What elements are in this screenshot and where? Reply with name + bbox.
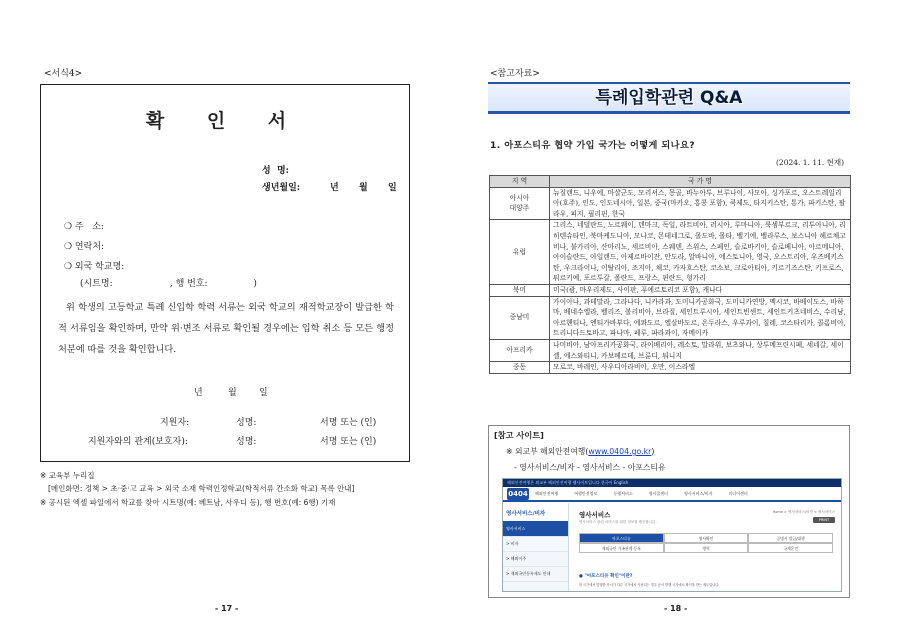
service-button-driving[interactable]: 국제운전 <box>748 543 833 553</box>
applicant-sign-label: 서명 또는 (인) <box>320 418 377 428</box>
service-button-family-registry[interactable]: 재외국민 가족관계 등록 <box>579 543 664 553</box>
guardian-name-label: 성명: <box>236 437 257 447</box>
sidebar-item-consular[interactable]: 영사서비스 <box>503 522 568 537</box>
nav-item[interactable]: 미디어센터 <box>728 490 748 496</box>
table-row <box>490 296 851 339</box>
service-button-apostille[interactable]: 아포스티유 <box>579 533 664 543</box>
countries-cell: 뉴질랜드, 니우에, 마샬군도, 모리셔스, 몽골, 바누아투, 브루나이, 사모아, 싱가포르, 오스트레일리아(호주), 인도, 인도네시아, 일본, 중국(마카오, 홍콩 포함), 쿡제도, 타지키스탄, 통가, 파키스탄, 팔라우, 피지, 필리핀, 한국 <box>550 187 851 220</box>
header-region: 지 역 <box>490 176 550 188</box>
question-title: 1. 아포스티유 협약 가입 국가는 어떻게 되나요? <box>490 140 695 151</box>
qa-banner <box>488 82 850 114</box>
nav-item[interactable]: 해외안전여행 <box>535 490 559 496</box>
table-row <box>490 187 851 220</box>
birth-month-unit: 월 <box>359 183 368 193</box>
website-main <box>573 503 841 592</box>
date-year-unit: 년 <box>194 388 203 398</box>
page-number-left: - 17 - <box>215 604 239 613</box>
countries-cell: 나미비아, 남아프리카공화국, 라이베리아, 레소토, 말라위, 보츠와나, 상투메프린시페, 세네갈, 세이셸, 에스와티니, 카보베르데, 브룬디, 튀니지 <box>550 339 851 361</box>
note-ministry-path: [메인화면: 정책 > 초·중·고 교육 > 외국 소재 학력인정학교(학적서류 간소화 학교) 목록 안내] <box>48 484 355 493</box>
applicant-name-label: 성명: <box>236 418 257 428</box>
sidebar-item-registration[interactable]: > 재외국민등록제도 안내 <box>503 567 568 582</box>
page-number-right: - 18 - <box>664 604 688 613</box>
service-button-consular-confirm[interactable]: 영사확인 <box>664 533 749 543</box>
website-top-bar: 해외안전여행은 외교부 해외안전여행 웹사이트입니다 한국어 English <box>503 479 841 487</box>
main-title: 영사서비스 <box>579 511 611 519</box>
birth-day-unit: 일 <box>388 183 397 193</box>
as-of-date: (2024. 1. 11. 현재) <box>776 158 845 167</box>
applicant-label: 지원자: <box>160 418 190 428</box>
note-sheet-instruction: ※ 공시된 엑셀 파일에서 학교를 찾아 시트명(예: 베트남, 사우디 등), 행 번호(예: 6행) 기재 <box>40 498 336 507</box>
breadcrumb: Home > 영사서비스/비자 > 영사서비스 <box>772 510 835 514</box>
region-cell: 중동 <box>490 362 550 374</box>
nav-item[interactable]: 동행서비스 <box>613 490 633 496</box>
birth-year-unit: 년 <box>330 183 339 193</box>
qa-banner-title: 특례입학관련 Q&A <box>595 88 743 108</box>
nav-item[interactable]: 여행안전정보 <box>574 490 598 496</box>
reference-site-line <box>506 446 654 457</box>
nav-item[interactable]: 영사서비스/비자 <box>684 490 713 496</box>
region-cell: 아시아 대양주 <box>490 187 550 220</box>
apostille-countries-table <box>489 175 851 374</box>
print-button[interactable]: PRINT <box>813 517 835 523</box>
pledge-text: 위 학생의 고등학교 특례 신입학 학력 서류는 외국 학교의 재적학교장이 발급한 학적 서류임을 확인하며, 만약 위·변조 서류로 확인될 경우에는 입학 취소 등 모든 행정처분에 따를 것을 확인합니다. <box>58 302 394 355</box>
date-month-unit: 월 <box>228 388 237 398</box>
service-button-grid <box>579 533 833 553</box>
note-ministry: ※ 교육부 누리집 <box>40 471 95 480</box>
reference-site-title: [참고 사이트] <box>494 430 544 440</box>
sheet-row-line: (시트명: , 행 번호: ) <box>80 279 257 289</box>
address-label: ❍ 주 소: <box>64 222 104 232</box>
nav-item[interactable]: 영사콜센터 <box>648 490 669 496</box>
service-button-certificate[interactable]: 증명서 발급/대행 <box>748 533 833 543</box>
form-title: 확 인 서 <box>145 110 305 132</box>
apostille-info-link[interactable]: ● "아포스티유 확인"이란? <box>579 574 633 579</box>
service-button-military[interactable]: 병역 <box>664 543 749 553</box>
main-subtitle: 영사서비스 관련 서비스를 위한 정보를 제공합니다. <box>579 520 657 524</box>
sidebar-title: 영사서비스/비자 <box>503 503 568 522</box>
confirmation-form-frame <box>40 84 410 462</box>
site-menu-path: - 영사서비스/비자 - 영사서비스 - 아포스티유 <box>514 463 666 472</box>
region-cell: 북미 <box>490 284 550 296</box>
reference-tag: <참고자료> <box>490 69 540 79</box>
countries-cell: 가이아나, 과테말라, 그라나다, 니카라과, 도미니카공화국, 도미니카연방, 멕시코, 바베이도스, 바하마, 베네수엘라, 벨리즈, 볼리비아, 브라질, 세인트루시아, 세인트빈센트, 세인트키츠네비스, 수리남, 아르헨티나, 앤티가바부다, 에콰도르, 엘살바도르, 온두라스, 우루과이, 칠레, 코스타리카, 콜롬비아, 트리니다드토바고, 파나마, 페루, 파라과이, 자메이카 <box>550 296 851 339</box>
region-cell: 아프리카 <box>490 339 550 361</box>
region-cell: 유럽 <box>490 220 550 285</box>
table-row <box>490 220 851 285</box>
date-day-unit: 일 <box>259 388 268 398</box>
table-header-row <box>490 176 851 188</box>
form-tag: <서식4> <box>44 69 83 79</box>
countries-cell: 그리스, 네덜란드, 노르웨이, 덴마크, 독일, 라트비아, 러시아, 루마니아, 룩셈부르크, 리투아니아, 리히텐슈타인, 북마케도니아, 모나코, 몬테네그로, 몰도바, 몰타, 벨기에, 벨라루스, 보스니아 헤르체고비나, 불가리아, 산마리노, 세르비아, 스웨덴, 스위스, 스페인, 슬로바키아, 슬로베니아, 아르메니아, 아이슬란드, 아일랜드, 아제르바이잔, 안도라, 알바니아, 에스토니아, 영국, 오스트리아, 우즈베키스탄, 우크라이나, 이탈리아, 조지아, 체코, 카자흐스탄, 코소보, 크로아티아, 키르기즈스탄, 키프로스, 튀르키예, 포르투갈, 폴란드, 프랑스, 핀란드, 헝가리 <box>550 220 851 285</box>
website-logo: 0404 <box>508 489 528 498</box>
region-cell: 중남미 <box>490 296 550 339</box>
header-countries: 국 가 명 <box>550 176 851 188</box>
website-sidebar <box>503 503 569 592</box>
site-url-link[interactable]: www.0404.go.kr <box>588 447 652 456</box>
name-label: 성 명: <box>262 166 289 176</box>
countries-cell: 미국(괌, 마우리제도, 사이판, 푸에르토리코 포함), 캐나다 <box>550 284 851 296</box>
countries-cell: 모로코, 바레인, 사우디아라비아, 오만, 이스라엘 <box>550 362 851 374</box>
website-screenshot <box>502 478 842 592</box>
site-prefix: ※ 외교부 해외안전여행( <box>506 447 589 456</box>
birth-label: 생년월일: <box>262 183 301 193</box>
sidebar-item-visa[interactable]: > 비자 <box>503 537 568 552</box>
table-row <box>490 362 851 374</box>
guardian-sign-label: 서명 또는 (인) <box>320 437 377 447</box>
table-row <box>490 284 851 296</box>
contact-label: ❍ 연락처: <box>64 242 105 252</box>
apostille-info-text: 한 국가에서 발행한 문서가 다른 국가에서 사용되는 경우 문서 발행 국가에서 확인을 받는 제도입니다. <box>579 583 720 587</box>
website-nav <box>503 487 841 502</box>
school-label: ❍ 외국 학교명: <box>64 262 125 272</box>
table-row <box>490 339 851 361</box>
sidebar-item-emigration[interactable]: > 해외이주 <box>503 552 568 567</box>
guardian-label: 지원자와의 관계(보호자): <box>88 437 188 447</box>
site-suffix: ) <box>651 447 655 456</box>
